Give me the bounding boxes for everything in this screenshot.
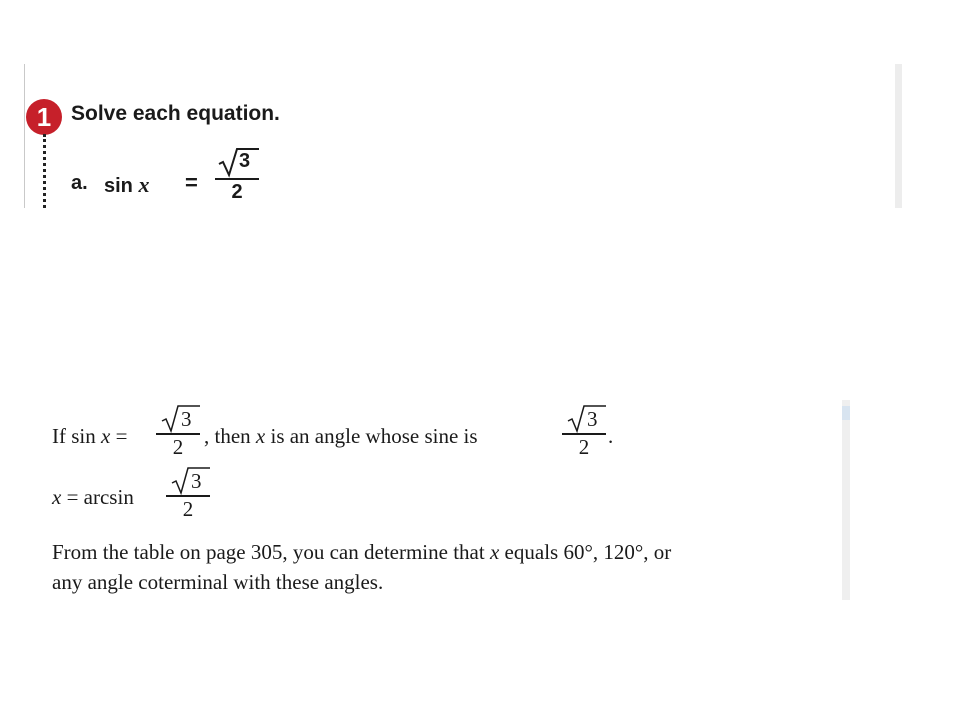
solution-line1-middle: , then x is an angle whose sine is [204,424,478,448]
fraction-numerator [166,465,210,495]
solution-line1-prefix: If sin x = [52,424,128,448]
solution-line2: x = arcsin [52,485,134,509]
fraction-denominator: 2 [231,181,243,203]
problem-header-panel [24,64,902,208]
radicand: 3 [239,150,251,172]
radicand: 3 [181,407,192,431]
radicand: 3 [587,407,598,431]
problem-number-badge: 1 [26,99,62,135]
fraction-denominator: 2 [182,496,194,521]
fraction-numerator [562,403,606,433]
panel-edge-mark [842,406,850,420]
radical-sign [562,403,606,433]
fraction-numerator [156,403,200,433]
solution-paragraph-line1: From the table on page 305, you can determine that x equals 60°, 120°, or [52,540,672,564]
radicand: 3 [191,469,202,493]
solution-paragraph-line2: any angle coterminal with these angles. [52,570,384,594]
panel-right-border [895,64,902,208]
fraction-numerator [215,146,259,178]
solution-panel [24,400,850,600]
radical-sign [166,465,210,495]
solution-line1-period: . [608,424,614,448]
line2-fraction [166,465,210,521]
part-a-label: a. [71,172,88,194]
dotted-guide-line [43,134,46,208]
fraction-denominator: 2 [172,434,184,459]
line1-fraction-1 [156,403,200,459]
line1-fraction-2 [562,403,606,459]
equals-sign: = [185,170,198,195]
fraction-denominator: 2 [578,434,590,459]
problem-title: Solve each equation. [71,102,280,125]
radical-sign [215,146,259,178]
panel-right-border [842,400,850,600]
equation-lhs: sin x [104,172,150,197]
panel-left-border [24,64,25,208]
radical-sign [156,403,200,433]
fraction-sqrt3-over-2 [215,146,259,204]
